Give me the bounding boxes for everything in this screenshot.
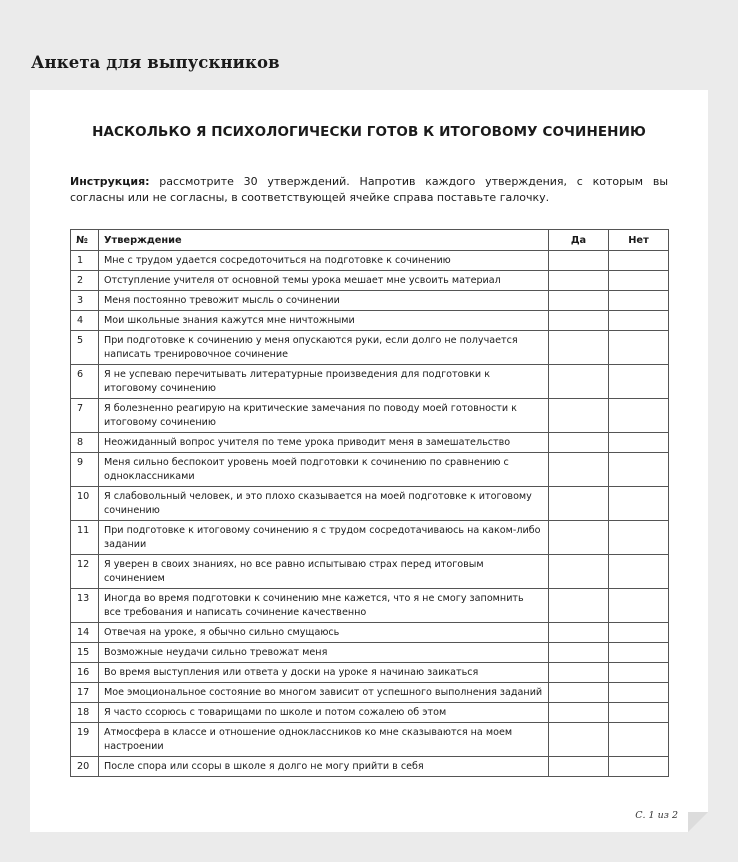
row-number: 10 (71, 487, 99, 521)
document-sheet (30, 90, 708, 832)
table-row (71, 433, 669, 453)
answer-no-cell[interactable] (609, 251, 669, 271)
table-row (71, 757, 669, 777)
row-number: 17 (71, 683, 99, 703)
answer-yes-cell[interactable] (549, 663, 609, 683)
answer-no-cell[interactable] (609, 555, 669, 589)
answer-no-cell[interactable] (609, 521, 669, 555)
answer-yes-cell[interactable] (549, 487, 609, 521)
answer-yes-cell[interactable] (549, 683, 609, 703)
row-number: 16 (71, 663, 99, 683)
table-row (71, 643, 669, 663)
answer-yes-cell[interactable] (549, 589, 609, 623)
answer-no-cell[interactable] (609, 683, 669, 703)
row-statement: Я не успеваю перечитывать литературные произведения для подготовки к итоговому сочинению (99, 365, 549, 399)
header-number: № (71, 230, 99, 251)
answer-yes-cell[interactable] (549, 757, 609, 777)
answer-yes-cell[interactable] (549, 271, 609, 291)
row-number: 3 (71, 291, 99, 311)
table-row (71, 723, 669, 757)
answer-no-cell[interactable] (609, 365, 669, 399)
answer-no-cell[interactable] (609, 589, 669, 623)
answer-no-cell[interactable] (609, 723, 669, 757)
instruction-body: рассмотрите 30 утверждений. Напротив каждого утверждения, с которым вы согласны или не согласны, в соответствующей ячейке справа поставьте галочку. (70, 175, 668, 204)
row-number: 5 (71, 331, 99, 365)
page-corner-fold (688, 812, 708, 832)
answer-yes-cell[interactable] (549, 399, 609, 433)
answer-yes-cell[interactable] (549, 365, 609, 399)
row-number: 1 (71, 251, 99, 271)
table-row (71, 399, 669, 433)
row-statement: При подготовке к сочинению у меня опускаются руки, если долго не получается написать тренировочное сочинение (99, 331, 549, 365)
row-number: 11 (71, 521, 99, 555)
answer-no-cell[interactable] (609, 487, 669, 521)
row-number: 15 (71, 643, 99, 663)
answer-yes-cell[interactable] (549, 623, 609, 643)
answer-no-cell[interactable] (609, 703, 669, 723)
answer-yes-cell[interactable] (549, 251, 609, 271)
row-number: 8 (71, 433, 99, 453)
row-statement: Я уверен в своих знаниях, но все равно испытываю страх перед итоговым сочинением (99, 555, 549, 589)
answer-yes-cell[interactable] (549, 643, 609, 663)
answer-yes-cell[interactable] (549, 453, 609, 487)
table-row (71, 365, 669, 399)
answer-yes-cell[interactable] (549, 723, 609, 757)
document-title: НАСКОЛЬКО Я ПСИХОЛОГИЧЕСКИ ГОТОВ К ИТОГОВОМУ СОЧИНЕНИЮ (92, 124, 646, 140)
header-statement: Утверждение (99, 230, 549, 251)
row-number: 19 (71, 723, 99, 757)
row-number: 12 (71, 555, 99, 589)
row-number: 13 (71, 589, 99, 623)
row-statement: Я часто ссорюсь с товарищами по школе и потом сожалею об этом (99, 703, 549, 723)
row-statement: Мое эмоциональное состояние во многом зависит от успешного выполнения заданий (99, 683, 549, 703)
answer-no-cell[interactable] (609, 291, 669, 311)
row-statement: Неожиданный вопрос учителя по теме урока приводит меня в замешательство (99, 433, 549, 453)
row-statement: Меня постоянно тревожит мысль о сочинении (99, 291, 549, 311)
answer-no-cell[interactable] (609, 663, 669, 683)
answer-no-cell[interactable] (609, 271, 669, 291)
row-statement: Атмосфера в классе и отношение одноклассников ко мне сказываются на моем настроении (99, 723, 549, 757)
answer-no-cell[interactable] (609, 331, 669, 365)
page-number: С. 1 из 2 (635, 810, 678, 821)
row-statement: Я слабовольный человек, и это плохо сказывается на моей подготовке к итоговому сочинению (99, 487, 549, 521)
answer-no-cell[interactable] (609, 311, 669, 331)
page-header-title: Анкета для выпускников (31, 53, 280, 72)
row-statement: Возможные неудачи сильно тревожат меня (99, 643, 549, 663)
row-statement: Отступление учителя от основной темы урока мешает мне усвоить материал (99, 271, 549, 291)
table-row (71, 683, 669, 703)
row-statement: Мои школьные знания кажутся мне ничтожными (99, 311, 549, 331)
answer-no-cell[interactable] (609, 643, 669, 663)
table-row (71, 291, 669, 311)
row-statement: Иногда во время подготовки к сочинению мне кажется, что я не смогу запомнить все требования и написать сочинение качественно (99, 589, 549, 623)
row-number: 20 (71, 757, 99, 777)
answer-no-cell[interactable] (609, 433, 669, 453)
table-row (71, 555, 669, 589)
instruction-text (70, 174, 668, 206)
answer-yes-cell[interactable] (549, 703, 609, 723)
row-statement: Меня сильно беспокоит уровень моей подготовки к сочинению по сравнению с одноклассниками (99, 453, 549, 487)
answer-yes-cell[interactable] (549, 555, 609, 589)
table-row (71, 331, 669, 365)
row-number: 14 (71, 623, 99, 643)
row-number: 9 (71, 453, 99, 487)
answer-yes-cell[interactable] (549, 521, 609, 555)
row-number: 18 (71, 703, 99, 723)
answer-no-cell[interactable] (609, 453, 669, 487)
table-row (71, 487, 669, 521)
table-row (71, 251, 669, 271)
table-row (71, 453, 669, 487)
row-statement: Я болезненно реагирую на критические замечания по поводу моей готовности к итоговому сочинению (99, 399, 549, 433)
answer-yes-cell[interactable] (549, 433, 609, 453)
row-number: 6 (71, 365, 99, 399)
row-statement: При подготовке к итоговому сочинению я с трудом сосредотачиваюсь на каком-либо задании (99, 521, 549, 555)
answer-no-cell[interactable] (609, 623, 669, 643)
answer-no-cell[interactable] (609, 399, 669, 433)
answer-yes-cell[interactable] (549, 291, 609, 311)
table-row (71, 521, 669, 555)
row-statement: После спора или ссоры в школе я долго не могу прийти в себя (99, 757, 549, 777)
row-statement: Во время выступления или ответа у доски на уроке я начинаю заикаться (99, 663, 549, 683)
table-row (71, 271, 669, 291)
row-statement: Отвечая на уроке, я обычно сильно смущаюсь (99, 623, 549, 643)
header-yes: Да (549, 230, 609, 251)
header-no: Нет (609, 230, 669, 251)
table-row (71, 623, 669, 643)
row-number: 7 (71, 399, 99, 433)
instruction-label: Инструкция: (70, 175, 150, 188)
row-number: 2 (71, 271, 99, 291)
table-row (71, 311, 669, 331)
table-row (71, 589, 669, 623)
table-header-row (71, 230, 669, 251)
row-number: 4 (71, 311, 99, 331)
table-row (71, 703, 669, 723)
answer-no-cell[interactable] (609, 757, 669, 777)
answer-yes-cell[interactable] (549, 331, 609, 365)
questionnaire-table (70, 229, 669, 777)
answer-yes-cell[interactable] (549, 311, 609, 331)
table-row (71, 663, 669, 683)
row-statement: Мне с трудом удается сосредоточиться на подготовке к сочинению (99, 251, 549, 271)
